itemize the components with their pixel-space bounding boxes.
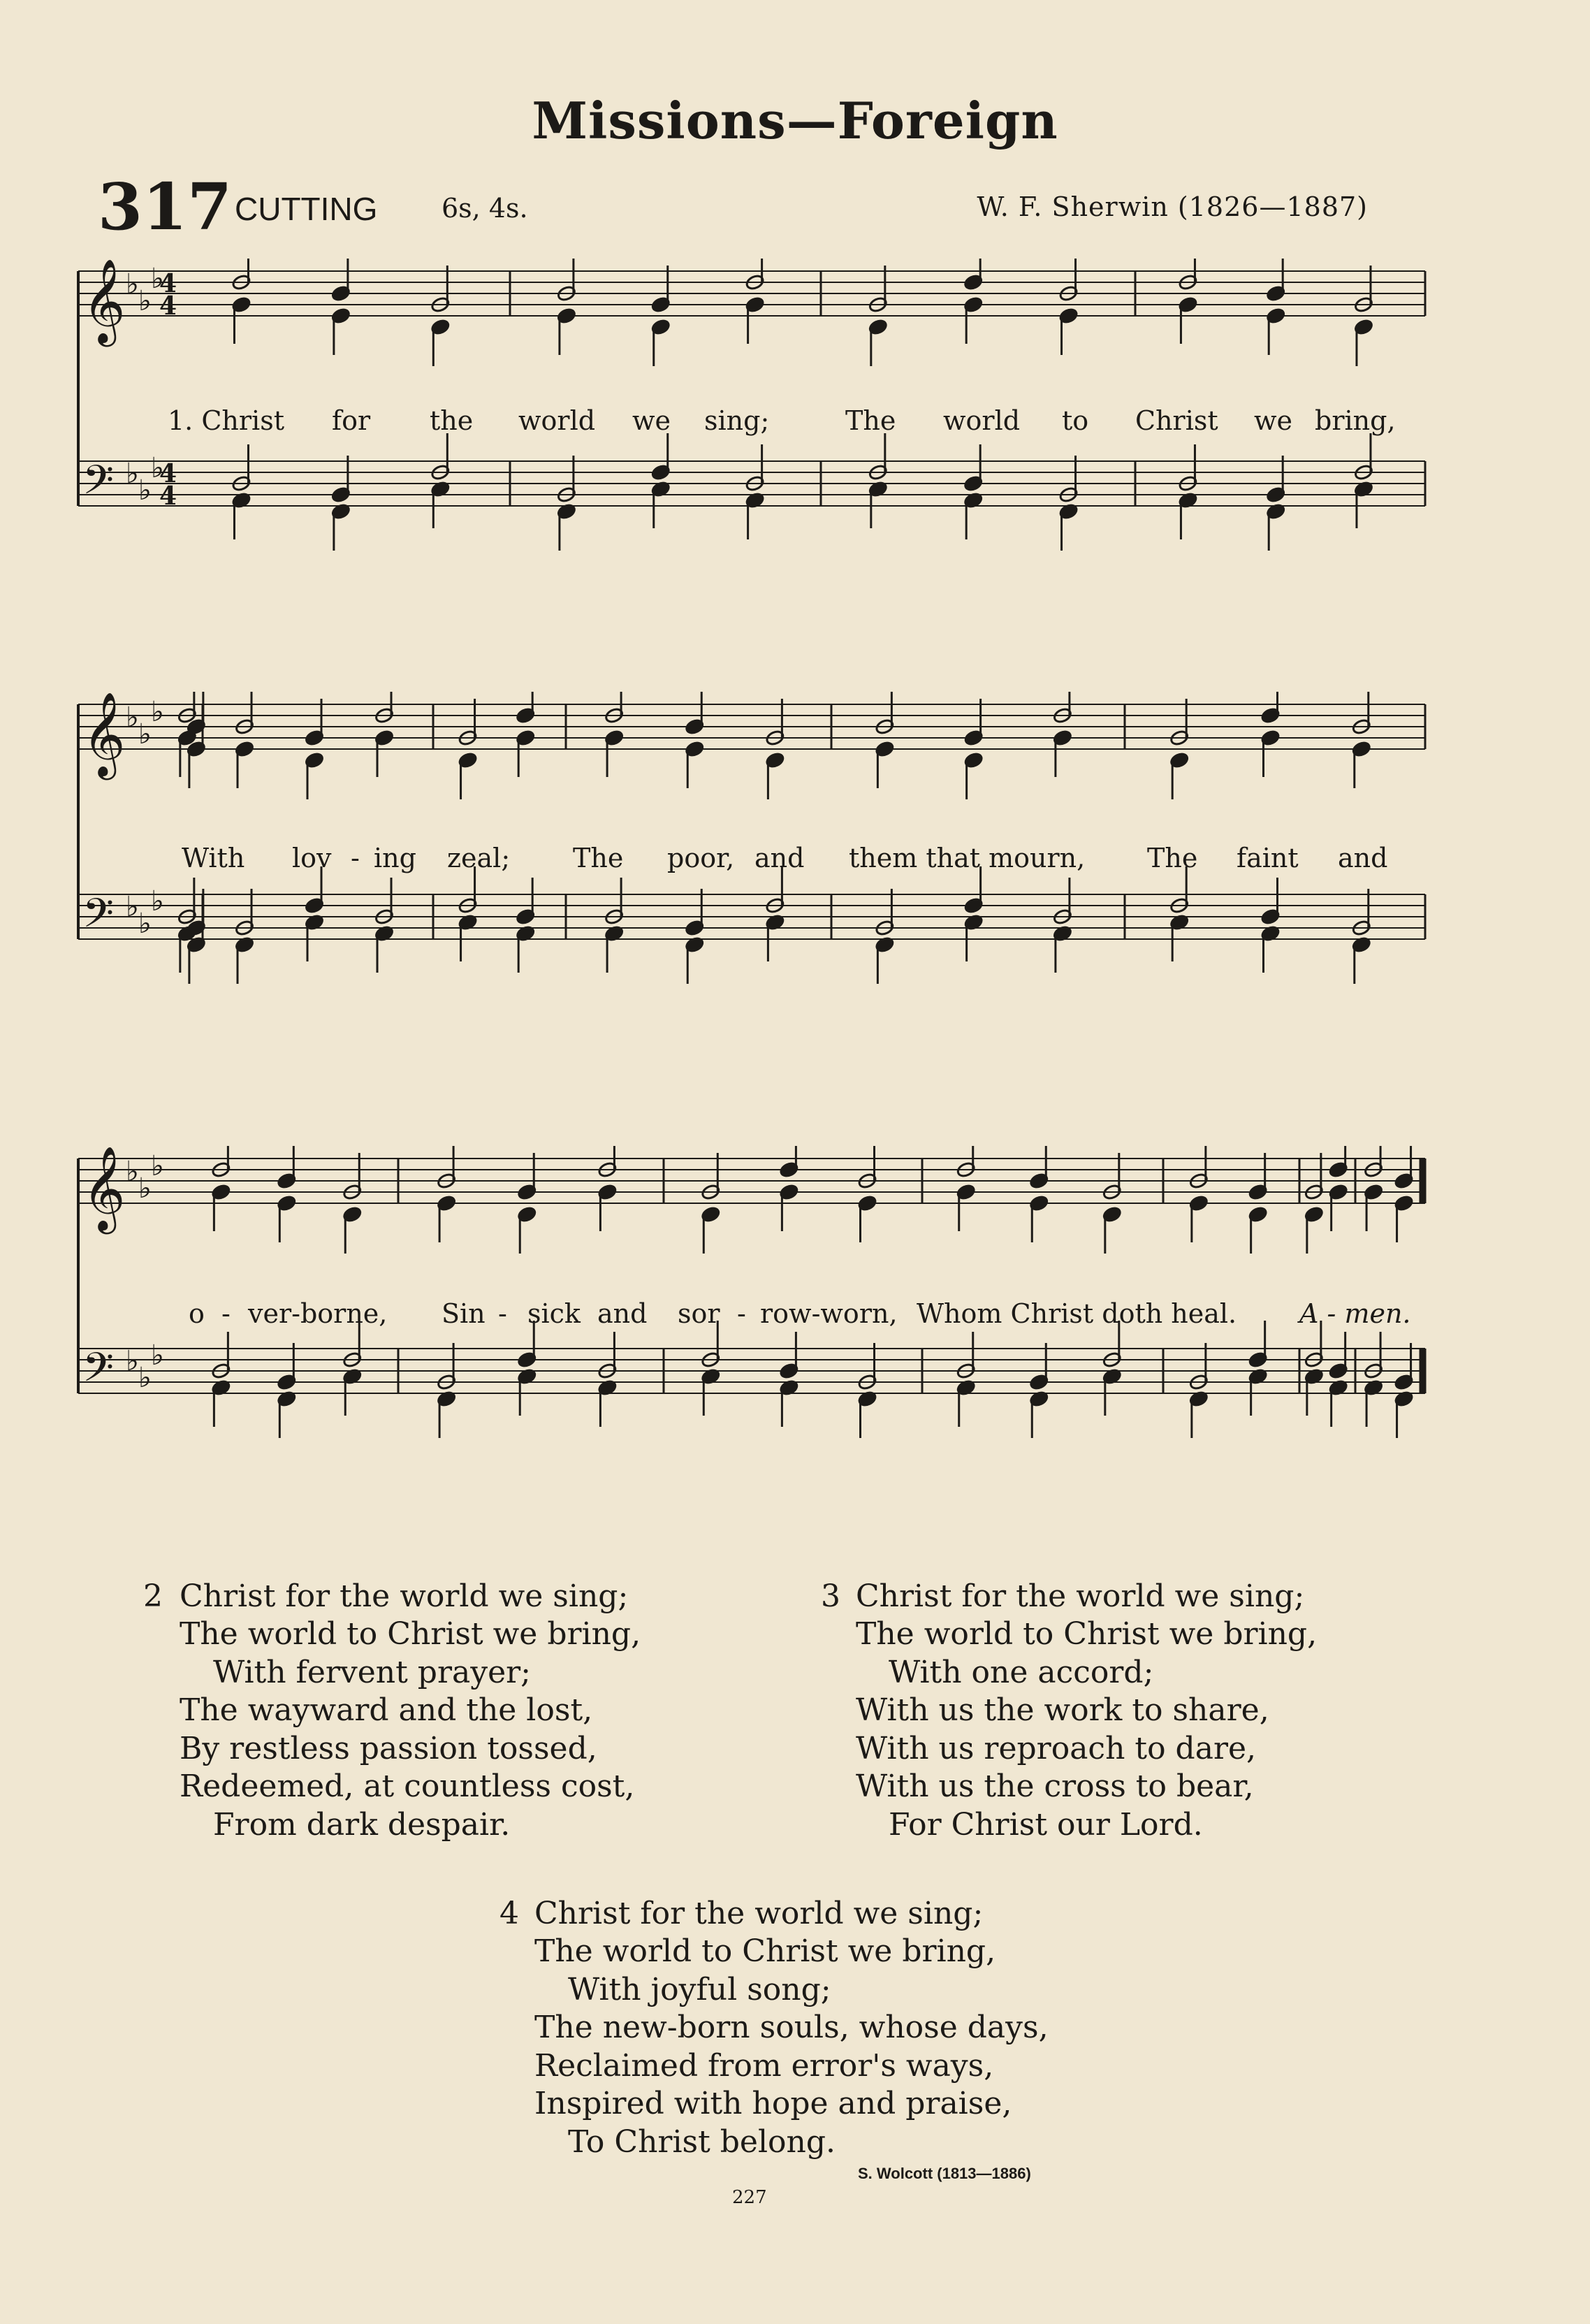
- time-signature: 4: [159, 269, 177, 298]
- key-flat: ♭: [151, 696, 164, 728]
- lyric-syllable: for: [332, 405, 371, 436]
- lyric-syllable: faint: [1237, 843, 1299, 873]
- lyric-syllable: -: [498, 1298, 507, 1329]
- lyric-syllable: sing;: [704, 405, 770, 436]
- time-signature: 4: [159, 481, 177, 511]
- lyric-syllable: them that mourn,: [849, 843, 1086, 873]
- verse-number: 2: [143, 1578, 163, 1614]
- lyric-syllable: sick: [527, 1298, 581, 1329]
- lyric-syllable: Christ: [1135, 405, 1218, 436]
- verse-line: By restless passion tossed,: [180, 1731, 597, 1766]
- treble-clef: 𝄞: [82, 692, 126, 776]
- lyric-syllable: we: [632, 405, 671, 436]
- verse-line: Reclaimed from error's ways,: [534, 2048, 994, 2084]
- lyric-syllable: The: [573, 843, 624, 873]
- verse-line: Christ for the world we sing;: [180, 1578, 629, 1614]
- key-flat: ♭: [126, 1345, 139, 1377]
- lyric-syllable: o: [189, 1298, 205, 1329]
- key-flat: ♭: [126, 702, 139, 734]
- verse-line: With joyful song;: [568, 1972, 831, 2007]
- tune-name: CUTTING: [235, 191, 378, 227]
- lyric-syllable: 1. Christ: [168, 405, 284, 436]
- music-system-2: [77, 692, 1432, 1041]
- lyric-syllable: bring,: [1315, 405, 1396, 436]
- key-flat: ♭: [151, 1339, 164, 1372]
- key-flat: ♭: [138, 718, 152, 750]
- verse-4: [499, 1895, 1100, 2167]
- key-flat: ♭: [151, 885, 164, 917]
- verse-line: With us the work to share,: [856, 1692, 1269, 1728]
- lyric-syllable: -: [221, 1298, 231, 1329]
- page-number: 227: [732, 2187, 767, 2208]
- key-flat: ♭: [151, 452, 164, 484]
- lyric-syllable: row-worn,: [760, 1298, 898, 1329]
- key-flat: ♭: [138, 1172, 152, 1205]
- treble-clef: 𝄞: [82, 259, 126, 343]
- time-signature: 4: [159, 459, 177, 488]
- key-flat: ♭: [126, 1156, 139, 1188]
- key-flat: ♭: [138, 908, 152, 940]
- key-flat: ♭: [138, 285, 152, 317]
- lyric-syllable: and: [597, 1298, 648, 1329]
- verse-2: [143, 1578, 674, 1850]
- lyric-syllable: lov: [292, 843, 332, 873]
- composer: W. F. Sherwin (1826—1887): [977, 191, 1368, 222]
- lyric-syllable: sor: [678, 1298, 720, 1329]
- key-flat: ♭: [126, 268, 139, 300]
- verse-line: With fervent prayer;: [213, 1655, 531, 1690]
- lyric-syllable: to: [1062, 405, 1089, 436]
- lyric-syllable: Sin: [442, 1298, 486, 1329]
- lyric-syllable: With: [182, 843, 245, 873]
- lyric-syllable: zeal;: [447, 843, 511, 873]
- verse-line: With us reproach to dare,: [856, 1731, 1257, 1766]
- lyric-syllable: and: [1338, 843, 1388, 873]
- verse-line: The world to Christ we bring,: [856, 1616, 1318, 1652]
- lyric-syllable: poor,: [667, 843, 735, 873]
- lyric-syllable: The: [845, 405, 896, 436]
- lyric-syllable: The: [1147, 843, 1198, 873]
- lyrics-line-3: [77, 1298, 1432, 1333]
- verse-line: With us the cross to bear,: [856, 1769, 1254, 1804]
- lyric-syllable: world: [943, 405, 1021, 436]
- key-flat: ♭: [151, 263, 164, 295]
- lyric-syllable: -: [737, 1298, 746, 1329]
- verse-line: Christ for the world we sing;: [534, 1896, 984, 1931]
- lyric-syllable: Whom Christ doth heal.: [917, 1298, 1237, 1329]
- verse-line: From dark despair.: [213, 1807, 511, 1843]
- lyric-syllable: we: [1254, 405, 1293, 436]
- verse-line: To Christ belong.: [568, 2124, 836, 2160]
- music-system-3: [77, 1146, 1432, 1495]
- lyrics-line-2: [77, 843, 1432, 878]
- bass-clef: 𝄢: [82, 1344, 115, 1401]
- bass-clef: 𝄢: [82, 456, 115, 514]
- section-title: Missions—Foreign: [532, 91, 1058, 150]
- verse-line: With one accord;: [889, 1655, 1154, 1690]
- meter: 6s, 4s.: [442, 193, 528, 224]
- verse-number: 4: [499, 1896, 519, 1931]
- lyrics-line-1: [77, 405, 1432, 440]
- lyric-syllable: ver-borne,: [248, 1298, 388, 1329]
- verse-line: Inspired with hope and praise,: [534, 2086, 1012, 2121]
- verse-number: 3: [821, 1578, 840, 1614]
- verse-line: Redeemed, at countless cost,: [180, 1769, 635, 1804]
- bass-clef: 𝄢: [82, 889, 115, 947]
- lyric-syllable: A - men.: [1299, 1298, 1411, 1329]
- hymn-author: S. Wolcott (1813—1886): [858, 2165, 1031, 2182]
- time-signature: 4: [159, 291, 177, 321]
- lyric-syllable: -: [351, 843, 360, 873]
- lyric-syllable: the: [430, 405, 474, 436]
- key-flat: ♭: [138, 1362, 152, 1394]
- key-flat: ♭: [151, 1150, 164, 1182]
- verse-line: Christ for the world we sing;: [856, 1578, 1305, 1614]
- hymn-number: 317: [98, 169, 233, 245]
- lyric-syllable: and: [754, 843, 805, 873]
- lyric-syllable: ing: [374, 843, 416, 873]
- key-flat: ♭: [126, 891, 139, 923]
- key-flat: ♭: [126, 458, 139, 490]
- verse-line: The world to Christ we bring,: [180, 1616, 641, 1652]
- lyric-syllable: world: [518, 405, 596, 436]
- treble-clef: 𝄞: [82, 1146, 126, 1230]
- verse-line: The new-born souls, whose days,: [534, 2010, 1049, 2045]
- verse-line: The wayward and the lost,: [180, 1692, 593, 1728]
- key-flat: ♭: [138, 474, 152, 507]
- verse-3: [821, 1578, 1352, 1850]
- verse-line: The world to Christ we bring,: [534, 1933, 996, 1969]
- music-system-1: [77, 259, 1432, 594]
- verse-line: For Christ our Lord.: [889, 1807, 1203, 1843]
